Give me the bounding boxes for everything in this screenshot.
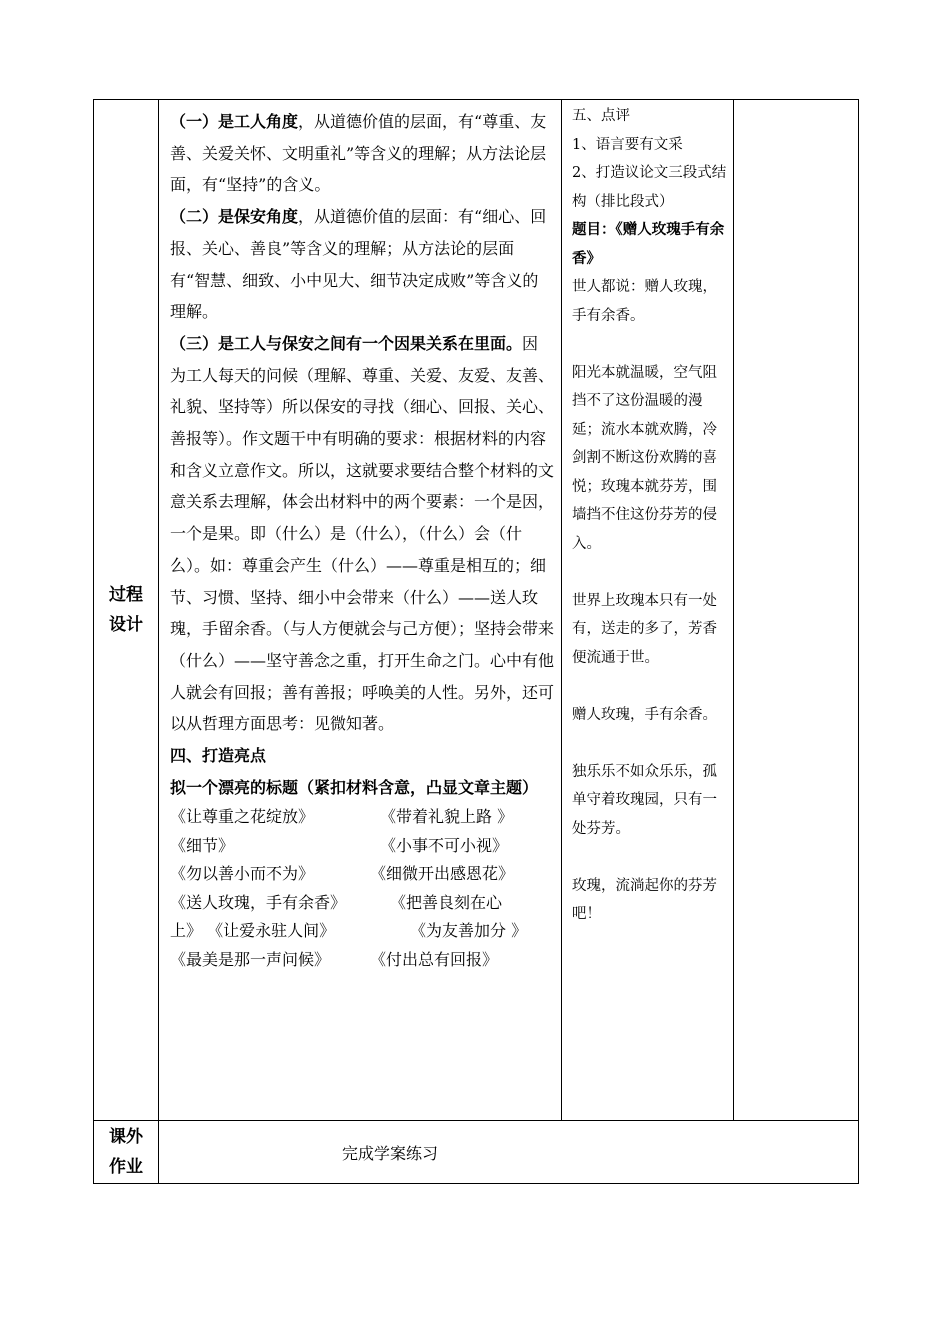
homework-label-line2: 作业: [109, 1157, 143, 1177]
section4-subheading: 拟一个漂亮的标题（紧扣材料含意，凸显文章主题）: [170, 777, 539, 797]
guard-angle-heading: （二）是保安角度: [170, 207, 299, 227]
title-row: 《最美是那一声问候》 《付出总有回报》: [170, 949, 499, 969]
section4-heading: 四、打造亮点: [170, 746, 267, 766]
title-row: 《让尊重之花绽放》 《带着礼貌上路 》: [170, 807, 514, 827]
paragraph-guard-angle: [170, 201, 554, 328]
essay-paragraph-5: 独乐乐不如众乐乐，孤单守着玫瑰园，只有一处芬芳。: [572, 763, 717, 837]
essay-paragraph-6: 玫瑰，流淌起你的芬芳吧！: [572, 877, 717, 922]
title-row: 《送人玫瑰，手有余香》 《把善良刻在心: [170, 892, 503, 912]
essay-title: 题目：《赠人玫瑰手有余香》: [572, 222, 725, 267]
sample-titles: [170, 803, 554, 974]
homework-label-cell: [94, 1121, 159, 1184]
title-row: 《勿以善小而不为》 《细微开出感恩花》: [170, 864, 515, 884]
worker-angle-heading: （一）是工人角度: [170, 112, 299, 131]
worker-angle-text: ，从道德价值的层面，有“尊重、友善、关爱关怀、文明重礼”等含义的理解；从方法论层面，有“坚持”的含义。: [170, 112, 547, 195]
empty-notes-cell: [734, 100, 859, 1121]
cause-effect-text: 因为工人每天的问候（理解、尊重、关爱、友爱、友善、礼貌、坚持等）所以保安的寻找（细心、回报、关心、善报等）。作文题干中有明确的要求：根据材料的内容和含义立意作文。所以，这就要求要结合整个材料的文意关系去理解，体会出材料中的两个要素：一个是因，一个是果。即（什么）是（什么），（什么）会（什么）。如：尊重会产生（什么）——尊重是相互的；细节、习惯、坚持、细小中会带来（什么）——送人玫瑰，手留余香。（与人方便就会与己方便）；坚持会带来（什么）——坚守善念之重，打开生命之门。心中有他人就会有回报；善有善报；呼唤美的人性。另外，还可以从哲理方面思考：见微知著。: [170, 333, 555, 734]
paragraph-gap: [572, 729, 727, 758]
paragraph-gap: [572, 672, 727, 701]
review-item-1: 1、语言要有文采: [572, 136, 683, 153]
homework-label-line1: 课外: [109, 1127, 143, 1147]
process-row: [94, 100, 859, 1121]
title-row: 上》 《让爱永驻人间》 《为友善加分 》: [170, 921, 528, 941]
paragraph-gap: [572, 558, 727, 587]
review-item-2: 2、打造议论文三段式结构（排比段式）: [572, 165, 727, 210]
guard-angle-text: ，从道德价值的层面：有“细心、回报、关心、善良”等含义的理解；从方法论的层面有“智慧、细致、小中见大、细节决定成败”等含义的理解。: [170, 207, 547, 322]
process-label-line2: 设计: [109, 615, 143, 635]
process-label-line1: 过程: [109, 585, 143, 605]
paragraph-gap: [572, 843, 727, 872]
essay-paragraph-2: 阳光本就温暖，空气阻挡不了这份温暖的漫延；流水本就欢腾，冷剑割不断这份欢腾的喜悦；玫瑰本就芬芳，围墙挡不住这份芬芳的侵入。: [572, 364, 717, 552]
paragraph-cause-effect: [170, 328, 554, 740]
essay-paragraph-1: 世人都说：赠人玫瑰，手有余香。: [572, 279, 717, 324]
homework-row: [94, 1121, 859, 1184]
paragraph-worker-angle: [170, 106, 554, 201]
homework-content-cell: 完成学案练习: [159, 1121, 859, 1184]
process-content-cell: [159, 100, 562, 1121]
cause-effect-heading: （三）是工人与保安之间有一个因果关系在里面。: [170, 333, 523, 353]
paragraph-gap: [572, 330, 727, 359]
process-label-cell: [94, 100, 159, 1121]
review-cell: [562, 100, 734, 1121]
essay-paragraph-4: 赠人玫瑰，手有余香。: [572, 706, 717, 723]
review-heading: 五、点评: [572, 108, 630, 124]
title-row: 《细节》 《小事不可小视》: [170, 835, 509, 855]
essay-paragraph-3: 世界上玫瑰本只有一处有，送走的多了，芳香便流通于世。: [572, 592, 717, 666]
lesson-plan-table: [93, 99, 859, 1184]
